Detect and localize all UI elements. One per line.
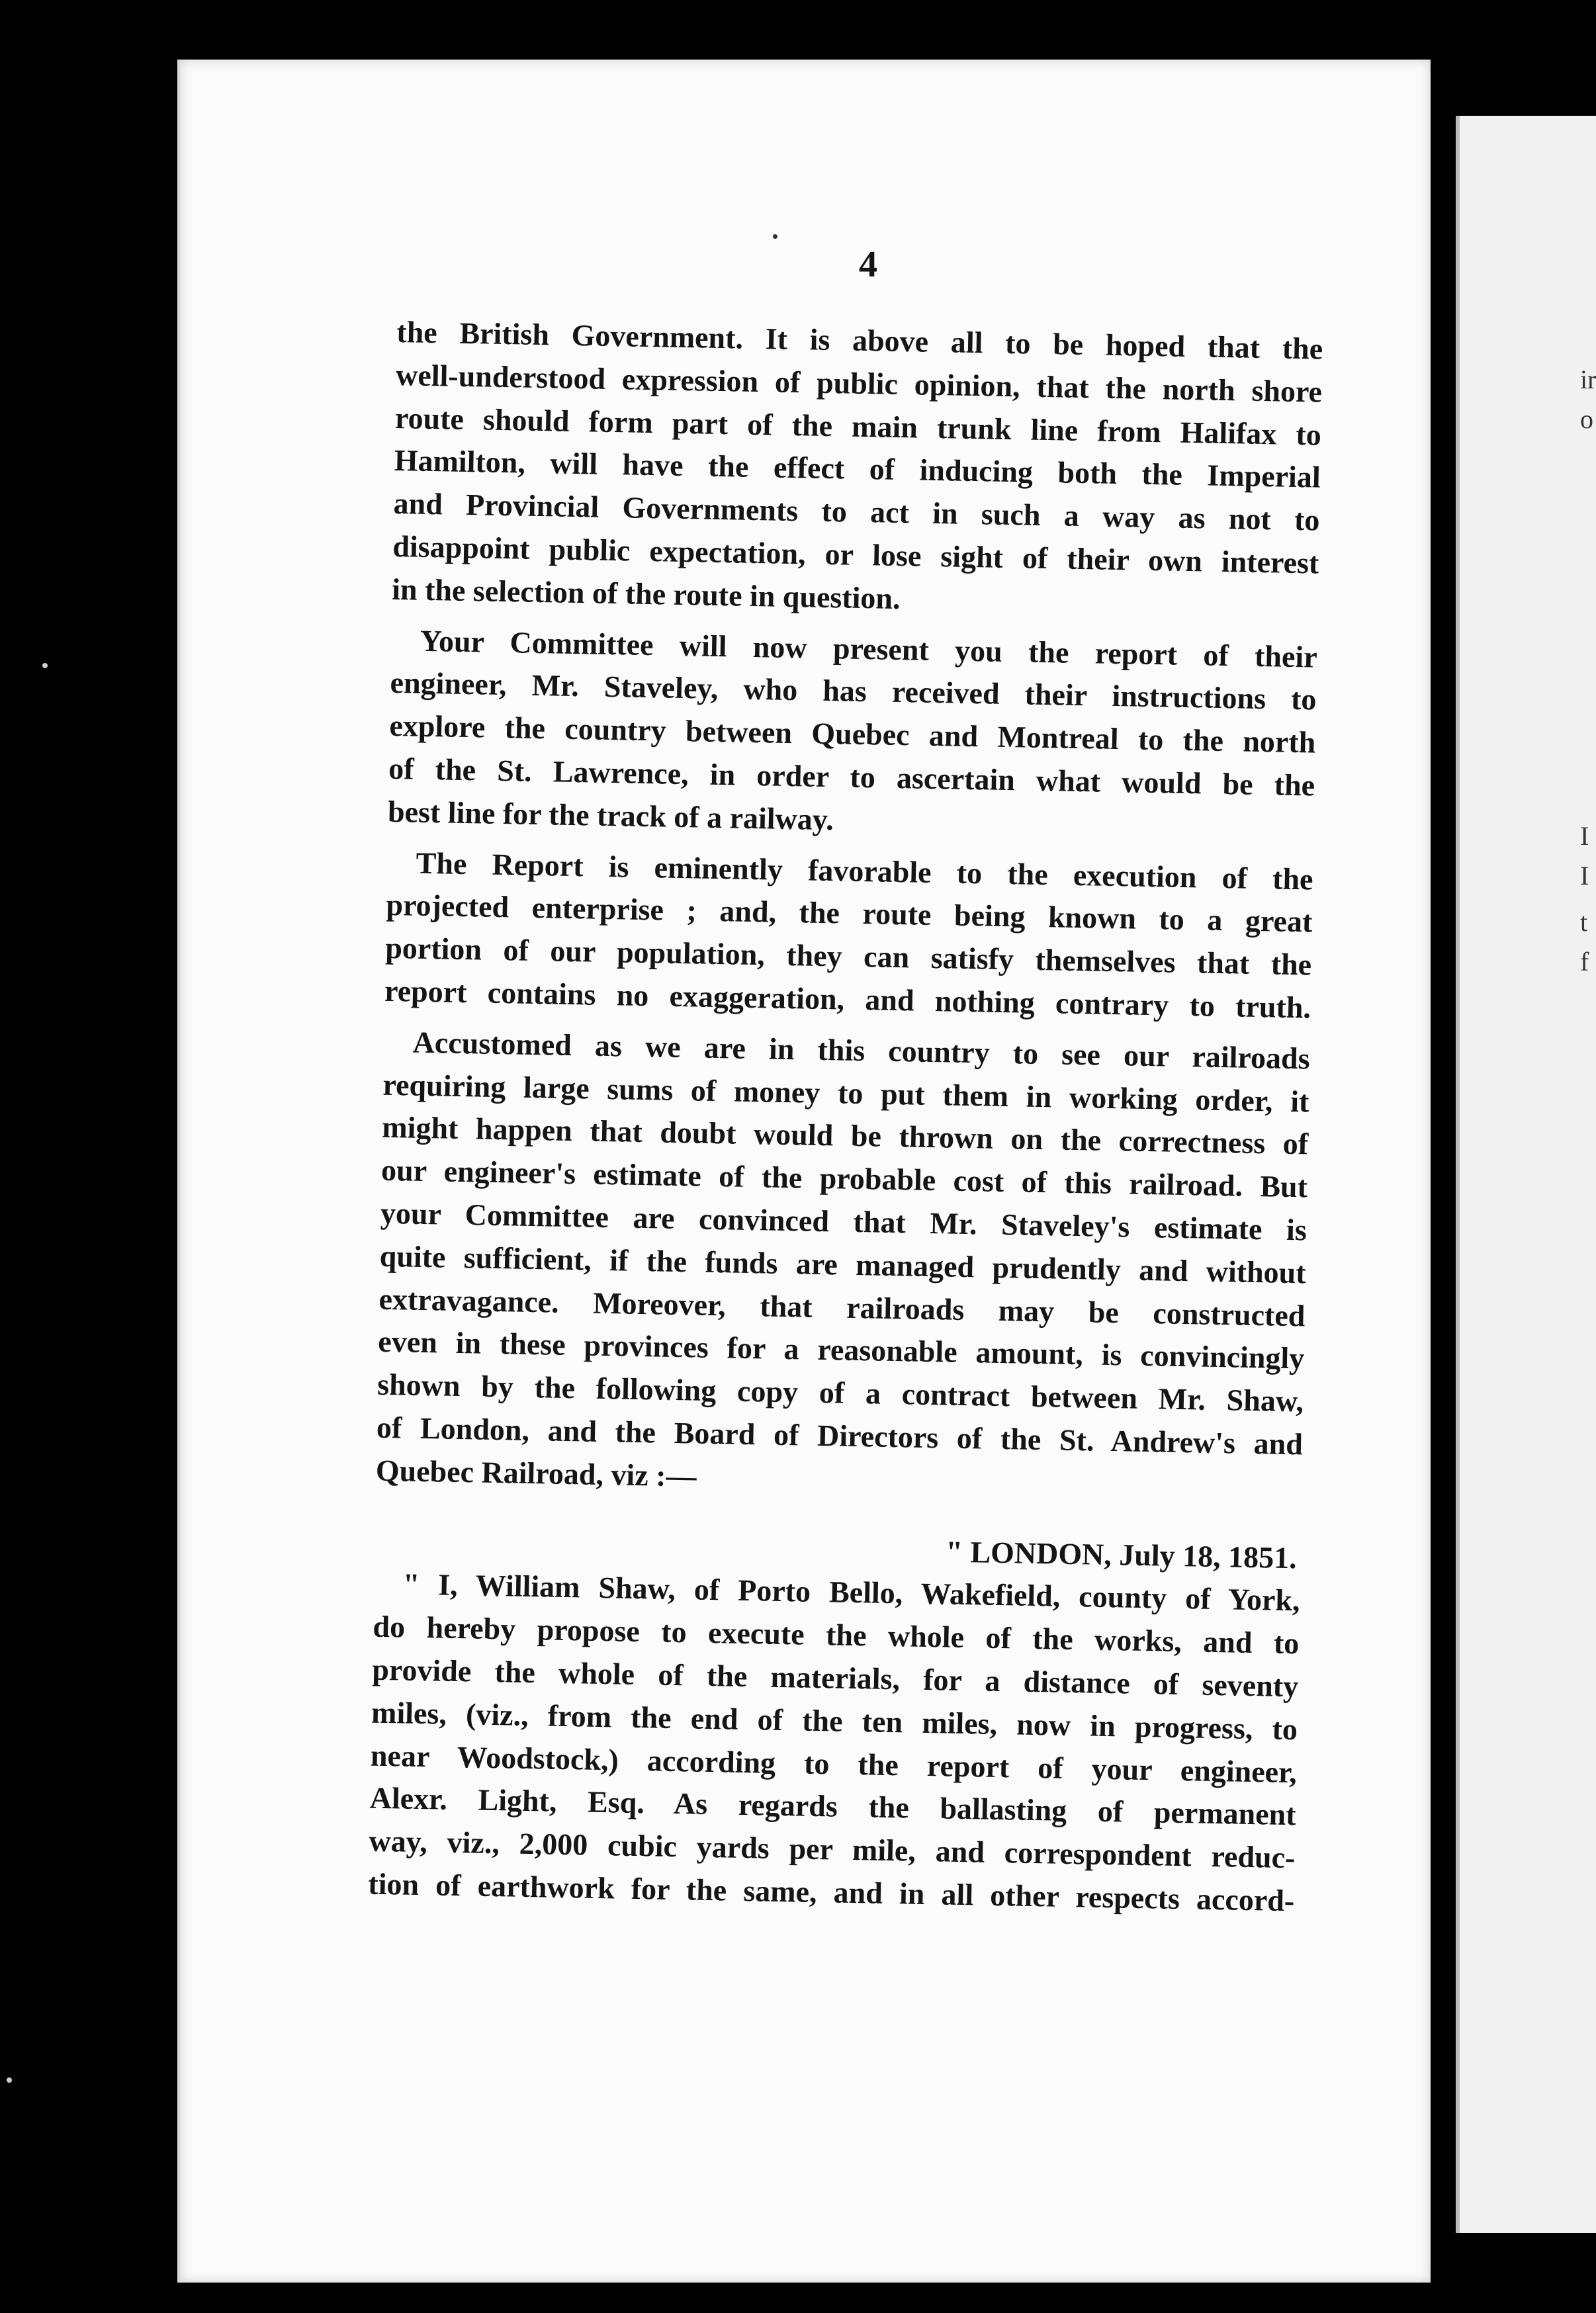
text-line: disappoint public expectation, or lose sight of their own interest — [392, 529, 1319, 580]
facing-page — [1456, 116, 1596, 2233]
text-line: provide the whole of the materials, for a distance of seventy — [371, 1652, 1299, 1704]
text-line: might happen that doubt would be thrown on the correctness of — [381, 1110, 1309, 1161]
text-line: even in these provinces for a reasonable amount, is convincingly — [377, 1325, 1305, 1375]
text-line: our engineer's estimate of the probable cost of this railroad. But — [380, 1153, 1308, 1204]
ink-speck — [42, 663, 48, 668]
text-line: " LONDON, July 18, 1851. — [946, 1534, 1298, 1575]
text-line: tion of earthwork for the same, and in all other respects accord- — [367, 1866, 1295, 1918]
text-line: well-understood expression of public opinion, that the north shore — [395, 357, 1323, 409]
text-line: in the selection of the route in question. — [391, 572, 901, 615]
text-line: the British Government. It is above all to be hoped that the — [396, 314, 1323, 366]
text-line: shown by the following copy of a contract between Mr. Shaw, — [377, 1367, 1304, 1418]
text-line: of the St. Lawrence, in order to ascertain what would be the — [388, 751, 1315, 803]
text-line: and Provincial Governments to act in such a way as not to — [393, 486, 1320, 537]
text-line: extravagance. Moreover, that railroads may be constructed — [378, 1282, 1306, 1332]
text-line: projected enterprise ; and, the route being known to a great — [386, 888, 1313, 939]
facing-fragment: o — [1580, 404, 1593, 434]
text-line: your Committee are convinced that Mr. Staveley's estimate is — [380, 1196, 1308, 1247]
facing-fragment: I — [1580, 821, 1589, 851]
text-line: route should form part of the main trunk line from Halifax to — [394, 400, 1322, 452]
text-line: do hereby propose to execute the whole of the works, and to — [373, 1609, 1300, 1661]
text-line: Hamilton, will have the effect of inducing both the Imperial — [394, 443, 1321, 495]
text-line: Accustomed as we are in this country to see our railroads — [412, 1025, 1310, 1076]
ink-speck — [7, 2077, 12, 2083]
text-line: quite sufficient, if the funds are managed prudently and without — [379, 1239, 1307, 1290]
text-line: near Woodstock,) according to the report of your engineer, — [370, 1738, 1298, 1789]
facing-fragment: f — [1580, 947, 1589, 977]
text-line: report contains no exaggeration, and nothing contrary to truth. — [384, 973, 1311, 1025]
text-line: engineer, Mr. Staveley, who has received their instructions to — [390, 666, 1317, 717]
text-line: The Report is eminently favorable to the execution of the — [416, 846, 1313, 896]
facing-fragment: I — [1580, 861, 1589, 891]
text-line: " I, William Shaw, of Porto Bello, Wakefield, county of York, — [402, 1567, 1300, 1618]
text-line: portion of our population, they can satisfy themselves that the — [384, 930, 1312, 982]
body-text — [368, 311, 1323, 1923]
text-line: best line for the track of a railway. — [387, 794, 834, 836]
page-number: 4 — [859, 244, 877, 285]
text-line: miles, (viz., from the end of the ten miles, now in progress, to — [371, 1695, 1298, 1746]
text-line: Your Committee will now present you the report of their — [420, 623, 1318, 674]
ink-dot — [773, 234, 777, 239]
text-line: Alexr. Light, Esq. As regards the ballasting of permanent — [369, 1780, 1297, 1832]
text-line: requiring large sums of money to put them in working order, it — [382, 1067, 1309, 1119]
facing-fragment: t — [1580, 907, 1588, 937]
facing-fragment: ir — [1580, 365, 1596, 394]
text-line: of London, and the Board of Directors of the St. Andrew's and — [376, 1410, 1304, 1462]
text-line: way, viz., 2,000 cubic yards per mile, and correspondent reduc- — [369, 1823, 1296, 1875]
text-line: explore the country between Quebec and Montreal to the north — [389, 709, 1316, 760]
text-line: Quebec Railroad, viz :— — [375, 1453, 697, 1493]
